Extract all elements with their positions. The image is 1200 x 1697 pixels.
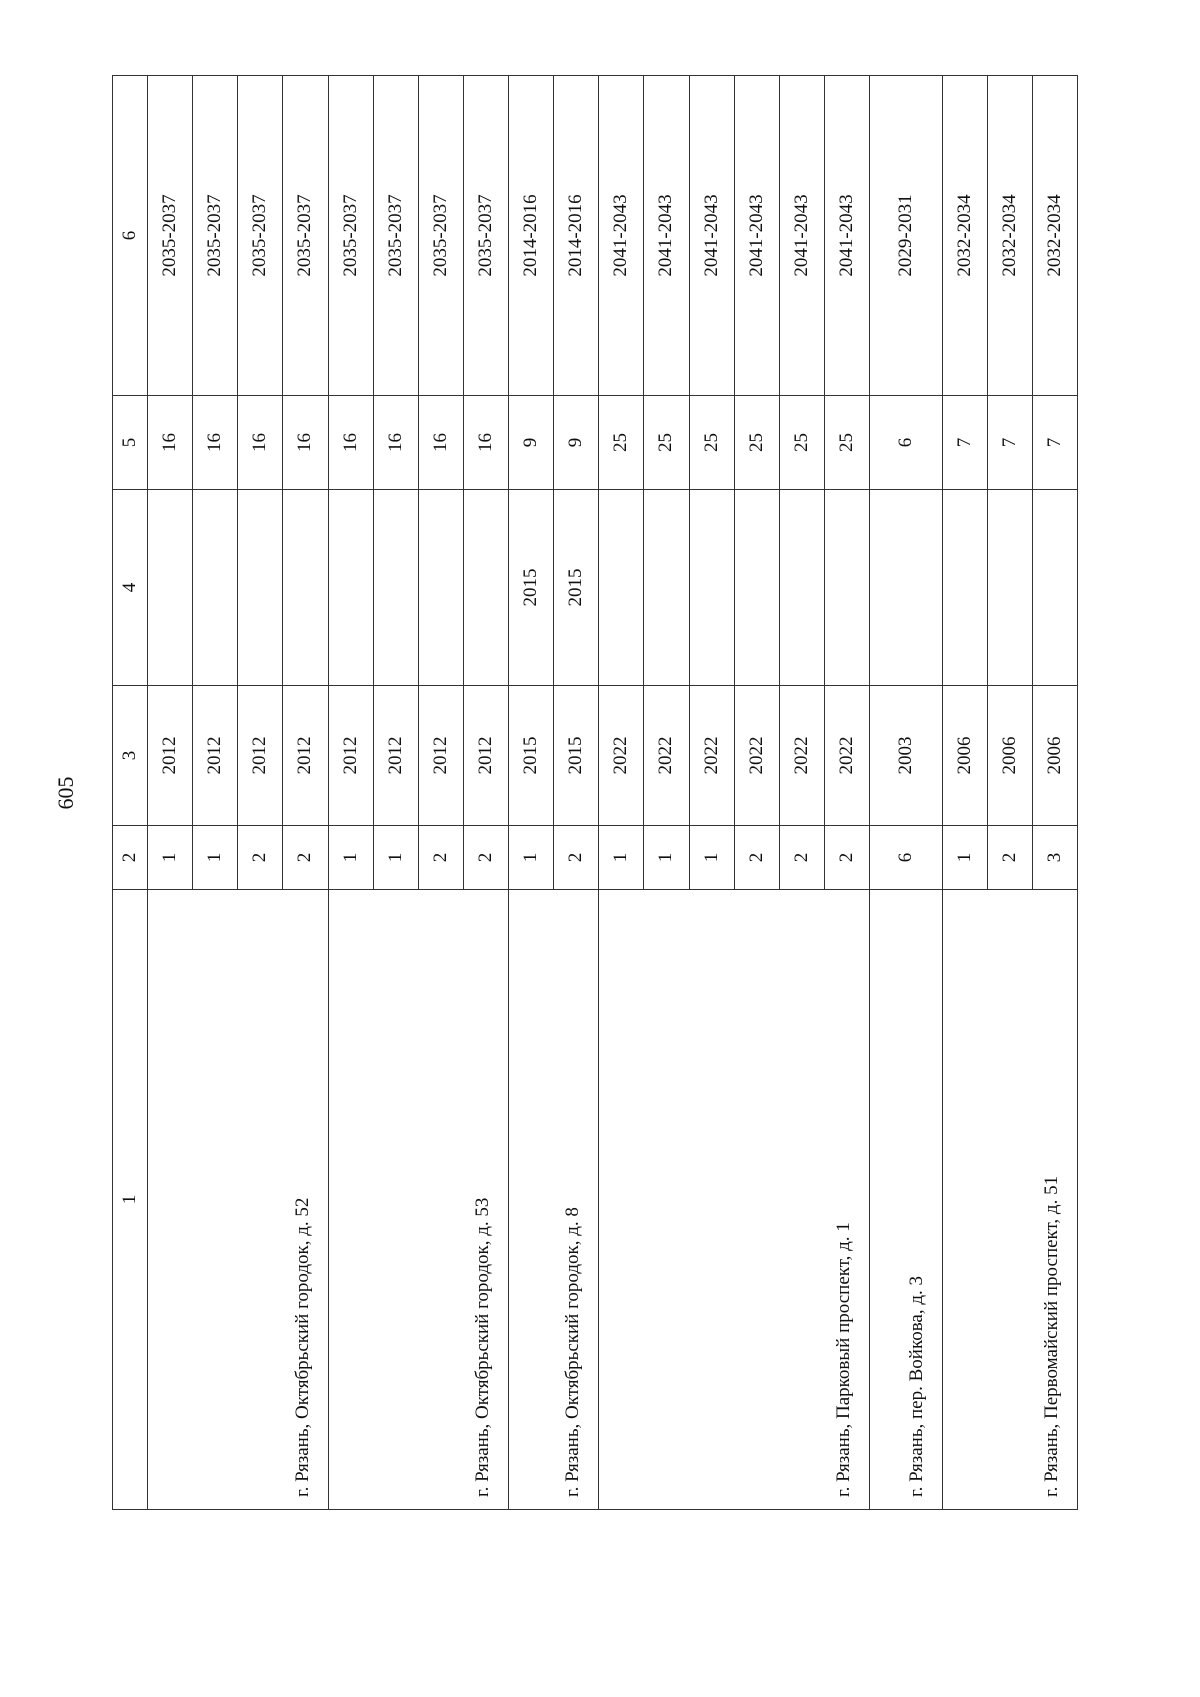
cell-c3: 2015 (509, 686, 554, 826)
cell-c3: 2006 (942, 686, 987, 826)
cell-c3: 2022 (824, 686, 869, 826)
cell-c6: 2032-2034 (987, 76, 1032, 396)
cell-c2: 1 (644, 826, 689, 890)
cell-c3: 2012 (283, 686, 328, 826)
cell-c5: 16 (328, 396, 373, 490)
cell-c5: 16 (463, 396, 508, 490)
cell-c2: 2 (238, 826, 283, 890)
cell-c2: 1 (148, 826, 193, 890)
cell-c5: 25 (599, 396, 644, 490)
cell-c4: 2015 (554, 490, 599, 686)
cell-c5: 16 (283, 396, 328, 490)
cell-c2: 1 (599, 826, 644, 890)
table-row (509, 76, 554, 1510)
cell-c2: 2 (554, 826, 599, 890)
cell-c2: 2 (283, 826, 328, 890)
cell-c6: 2035-2037 (463, 76, 508, 396)
cell-c4 (942, 490, 987, 686)
cell-c6: 2029-2031 (870, 76, 943, 396)
cell-c2: 2 (418, 826, 463, 890)
cell-c3: 2012 (238, 686, 283, 826)
column-header: 3 (113, 686, 148, 826)
table-row (942, 76, 987, 1510)
cell-c4 (328, 490, 373, 686)
cell-c3: 2006 (1032, 686, 1077, 826)
cell-c6: 2041-2043 (824, 76, 869, 396)
cell-c6: 2035-2037 (238, 76, 283, 396)
cell-c3: 2022 (734, 686, 779, 826)
cell-c2: 1 (373, 826, 418, 890)
page-number: 605 (53, 776, 78, 810)
cell-c3: 2006 (987, 686, 1032, 826)
cell-c2: 1 (942, 826, 987, 890)
cell-c5: 16 (148, 396, 193, 490)
cell-c4 (689, 490, 734, 686)
cell-c2: 2 (824, 826, 869, 890)
cell-c3: 2012 (463, 686, 508, 826)
cell-c4 (599, 490, 644, 686)
cell-c5: 16 (373, 396, 418, 490)
cell-c4 (238, 490, 283, 686)
cell-c6: 2041-2043 (644, 76, 689, 396)
cell-c2: 2 (987, 826, 1032, 890)
address-text: г. Рязань, Октябрьский городок, д. 52 (291, 1197, 313, 1497)
cell-c6: 2041-2043 (689, 76, 734, 396)
cell-c2: 2 (779, 826, 824, 890)
cell-c6: 2035-2037 (193, 76, 238, 396)
cell-c5: 6 (870, 396, 943, 490)
address-text: г. Рязань, Парковый проспект, д. 1 (833, 1222, 854, 1497)
cell-c6: 2014-2016 (554, 76, 599, 396)
cell-c3: 2015 (554, 686, 599, 826)
cell-c3: 2022 (644, 686, 689, 826)
cell-c2: 1 (193, 826, 238, 890)
cell-c2: 2 (463, 826, 508, 890)
address-cell (509, 890, 599, 1510)
address-cell (148, 890, 329, 1510)
cell-c5: 7 (942, 396, 987, 490)
cell-c6: 2035-2037 (373, 76, 418, 396)
cell-c4: 2015 (509, 490, 554, 686)
address-cell (599, 890, 870, 1510)
address-cell (870, 890, 943, 1510)
cell-c4 (734, 490, 779, 686)
cell-c6: 2035-2037 (328, 76, 373, 396)
cell-c3: 2012 (148, 686, 193, 826)
cell-c5: 7 (987, 396, 1032, 490)
cell-c3: 2012 (193, 686, 238, 826)
cell-c2: 1 (689, 826, 734, 890)
cell-c3: 2022 (779, 686, 824, 826)
cell-c5: 25 (644, 396, 689, 490)
cell-c5: 25 (824, 396, 869, 490)
cell-c3: 2022 (689, 686, 734, 826)
cell-c3: 2012 (373, 686, 418, 826)
cell-c5: 25 (689, 396, 734, 490)
cell-c2: 1 (509, 826, 554, 890)
cell-c4 (418, 490, 463, 686)
cell-c5: 16 (418, 396, 463, 490)
cell-c3: 2012 (418, 686, 463, 826)
column-header: 6 (113, 76, 148, 396)
cell-c6: 2032-2034 (1032, 76, 1077, 396)
cell-c6: 2041-2043 (734, 76, 779, 396)
column-header: 1 (113, 890, 148, 1510)
column-header: 2 (113, 826, 148, 890)
cell-c5: 16 (193, 396, 238, 490)
column-header: 4 (113, 490, 148, 686)
address-text: г. Рязань, пер. Войкова, д. 3 (905, 1275, 927, 1497)
cell-c3: 2022 (599, 686, 644, 826)
cell-c2: 1 (328, 826, 373, 890)
cell-c4 (870, 490, 943, 686)
cell-c4 (148, 490, 193, 686)
cell-c4 (824, 490, 869, 686)
cell-c5: 9 (509, 396, 554, 490)
cell-c4 (779, 490, 824, 686)
cell-c4 (987, 490, 1032, 686)
column-header: 5 (113, 396, 148, 490)
address-cell (942, 890, 1077, 1510)
table-row (328, 76, 373, 1510)
cell-c6: 2035-2037 (418, 76, 463, 396)
table-row (870, 76, 943, 1510)
cell-c6: 2035-2037 (283, 76, 328, 396)
cell-c4 (644, 490, 689, 686)
address-text: г. Рязань, Октябрьский городок, д. 8 (562, 1207, 584, 1497)
table-body (148, 76, 1078, 1510)
cell-c4 (193, 490, 238, 686)
cell-c4 (463, 490, 508, 686)
table-row (148, 76, 193, 1510)
cell-c4 (373, 490, 418, 686)
cell-c2: 3 (1032, 826, 1077, 890)
cell-c5: 7 (1032, 396, 1077, 490)
schedule-table (112, 75, 1078, 1510)
table-container (112, 76, 1078, 1510)
table-row (599, 76, 644, 1510)
cell-c5: 9 (554, 396, 599, 490)
address-text: г. Рязань, Первомайский проспект, д. 51 (1041, 1175, 1062, 1497)
header-row (113, 76, 148, 1510)
cell-c2: 6 (870, 826, 943, 890)
cell-c3: 2003 (870, 686, 943, 826)
cell-c6: 2014-2016 (509, 76, 554, 396)
cell-c6: 2041-2043 (779, 76, 824, 396)
cell-c4 (1032, 490, 1077, 686)
cell-c5: 25 (734, 396, 779, 490)
cell-c4 (283, 490, 328, 686)
address-text: г. Рязань, Октябрьский городок, д. 53 (472, 1197, 493, 1497)
cell-c5: 16 (238, 396, 283, 490)
cell-c6: 2035-2037 (148, 76, 193, 396)
cell-c3: 2012 (328, 686, 373, 826)
cell-c2: 2 (734, 826, 779, 890)
address-cell (328, 890, 509, 1510)
cell-c6: 2032-2034 (942, 76, 987, 396)
cell-c5: 25 (779, 396, 824, 490)
cell-c6: 2041-2043 (599, 76, 644, 396)
